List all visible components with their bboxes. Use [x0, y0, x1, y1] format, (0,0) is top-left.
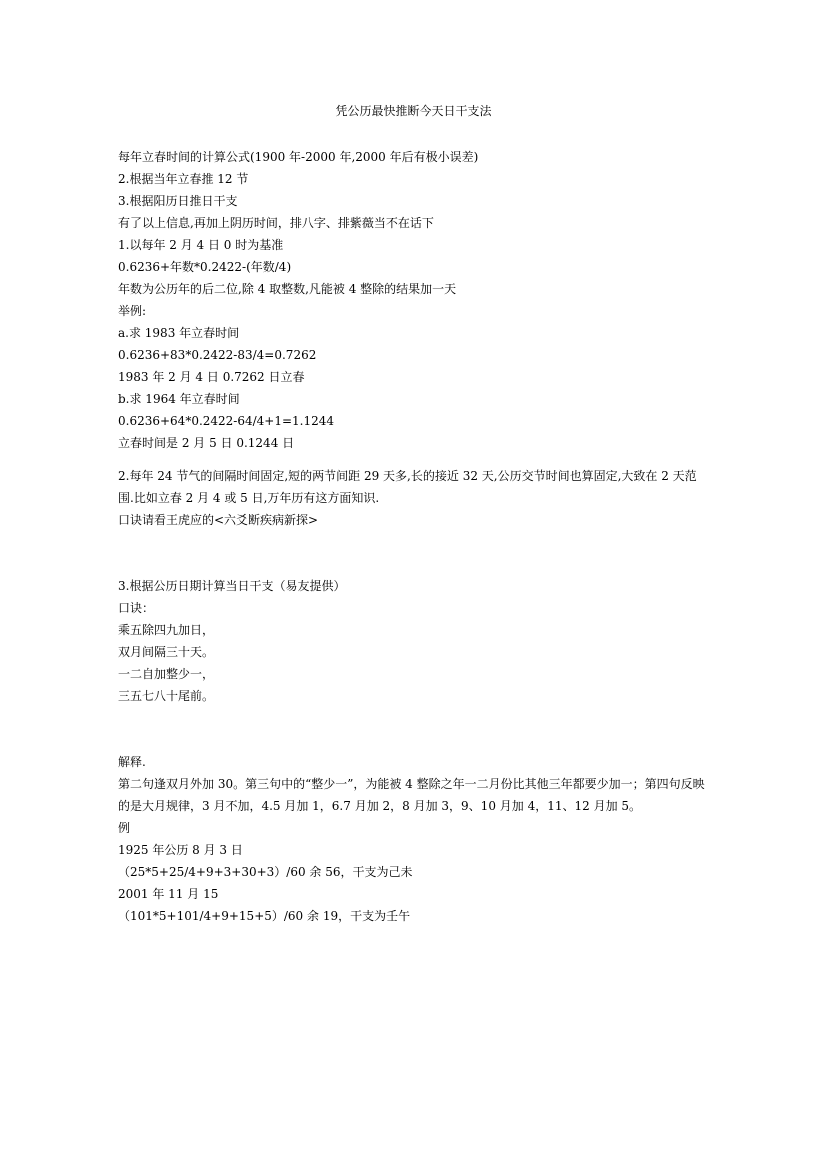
paragraph-line: 1983 年 2 月 4 日 0.7262 日立春: [118, 370, 305, 384]
paragraph-line: a.求 1983 年立春时间: [118, 326, 240, 340]
verse-line: 一二自加整少一，: [118, 667, 215, 681]
paragraph-explanation: 第二句逢双月外加 30。第三句中的“整少一”，为能被 4 整除之年一二月份比其他三年都要少加一；第四句反映的是大月规律，3 月不加，4.5 月加 1，6.7 月加 2，8 月加 3，9、10 月加 4，11、12 月加 5。: [118, 777, 705, 813]
paragraph-solar-terms: 2.每年 24 节气的间隔时间固定,短的两节间距 29 天多,长的接近 32 天,公历交节时间也算固定,大致在 2 天范围.比如立春 2 月 4 或 5 日,万年历有这方面知识.: [118, 469, 697, 505]
verse-line: 三五七八十尾前。: [118, 689, 215, 703]
paragraph-line: 有了以上信息,再加上阴历时间，排八字、排紫薇当不在话下: [118, 216, 434, 230]
paragraph-line: 每年立春时间的计算公式(1900 年-2000 年,2000 年后有极小误差): [118, 150, 479, 164]
document-title: 凭公历最快推断今天日干支法: [335, 104, 492, 118]
paragraph-line: 口诀请看王虎应的<六爻断疾病新探>: [118, 513, 319, 527]
document-body: [118, 146, 710, 927]
formula-line: 0.6236+年数*0.2422-(年数/4): [118, 260, 292, 274]
paragraph-line: 1.以每年 2 月 4 日 0 时为基准: [118, 238, 284, 252]
spacer: [118, 454, 710, 465]
formula-line: （101*5+101/4+9+15+5）/60 余 19，干支为壬午: [118, 909, 411, 923]
verse-line: 双月间隔三十天。: [118, 645, 215, 659]
section-heading: 解释.: [118, 755, 146, 769]
paragraph-line: b.求 1964 年立春时间: [118, 392, 240, 406]
paragraph-line: 立春时间是 2 月 5 日 0.1244 日: [118, 436, 295, 450]
paragraph-line: 年数为公历年的后二位,除 4 取整数,凡能被 4 整除的结果加一天: [118, 282, 457, 296]
paragraph-line: 2001 年 11 月 15: [118, 887, 219, 901]
formula-line: （25*5+25/4+9+3+30+3）/60 余 56，干支为己未: [118, 865, 413, 879]
paragraph-line: 3.根据阳历日推日干支: [118, 194, 238, 208]
paragraph-line: 例: [118, 821, 131, 835]
spacer: [118, 531, 710, 575]
spacer: [118, 707, 710, 751]
paragraph-line: 1925 年公历 8 月 3 日: [118, 843, 243, 857]
verse-line: 乘五除四九加日，: [118, 623, 215, 637]
formula-line: 0.6236+64*0.2422-64/4+1=1.1244: [118, 414, 335, 428]
section-heading: 3.根据公历日期计算当日干支（易友提供）: [118, 579, 346, 593]
formula-line: 0.6236+83*0.2422-83/4=0.7262: [118, 348, 317, 362]
paragraph-line: 举例:: [118, 304, 147, 318]
paragraph-line: 口诀：: [118, 601, 155, 615]
paragraph-line: 2.根据当年立春推 12 节: [118, 172, 249, 186]
